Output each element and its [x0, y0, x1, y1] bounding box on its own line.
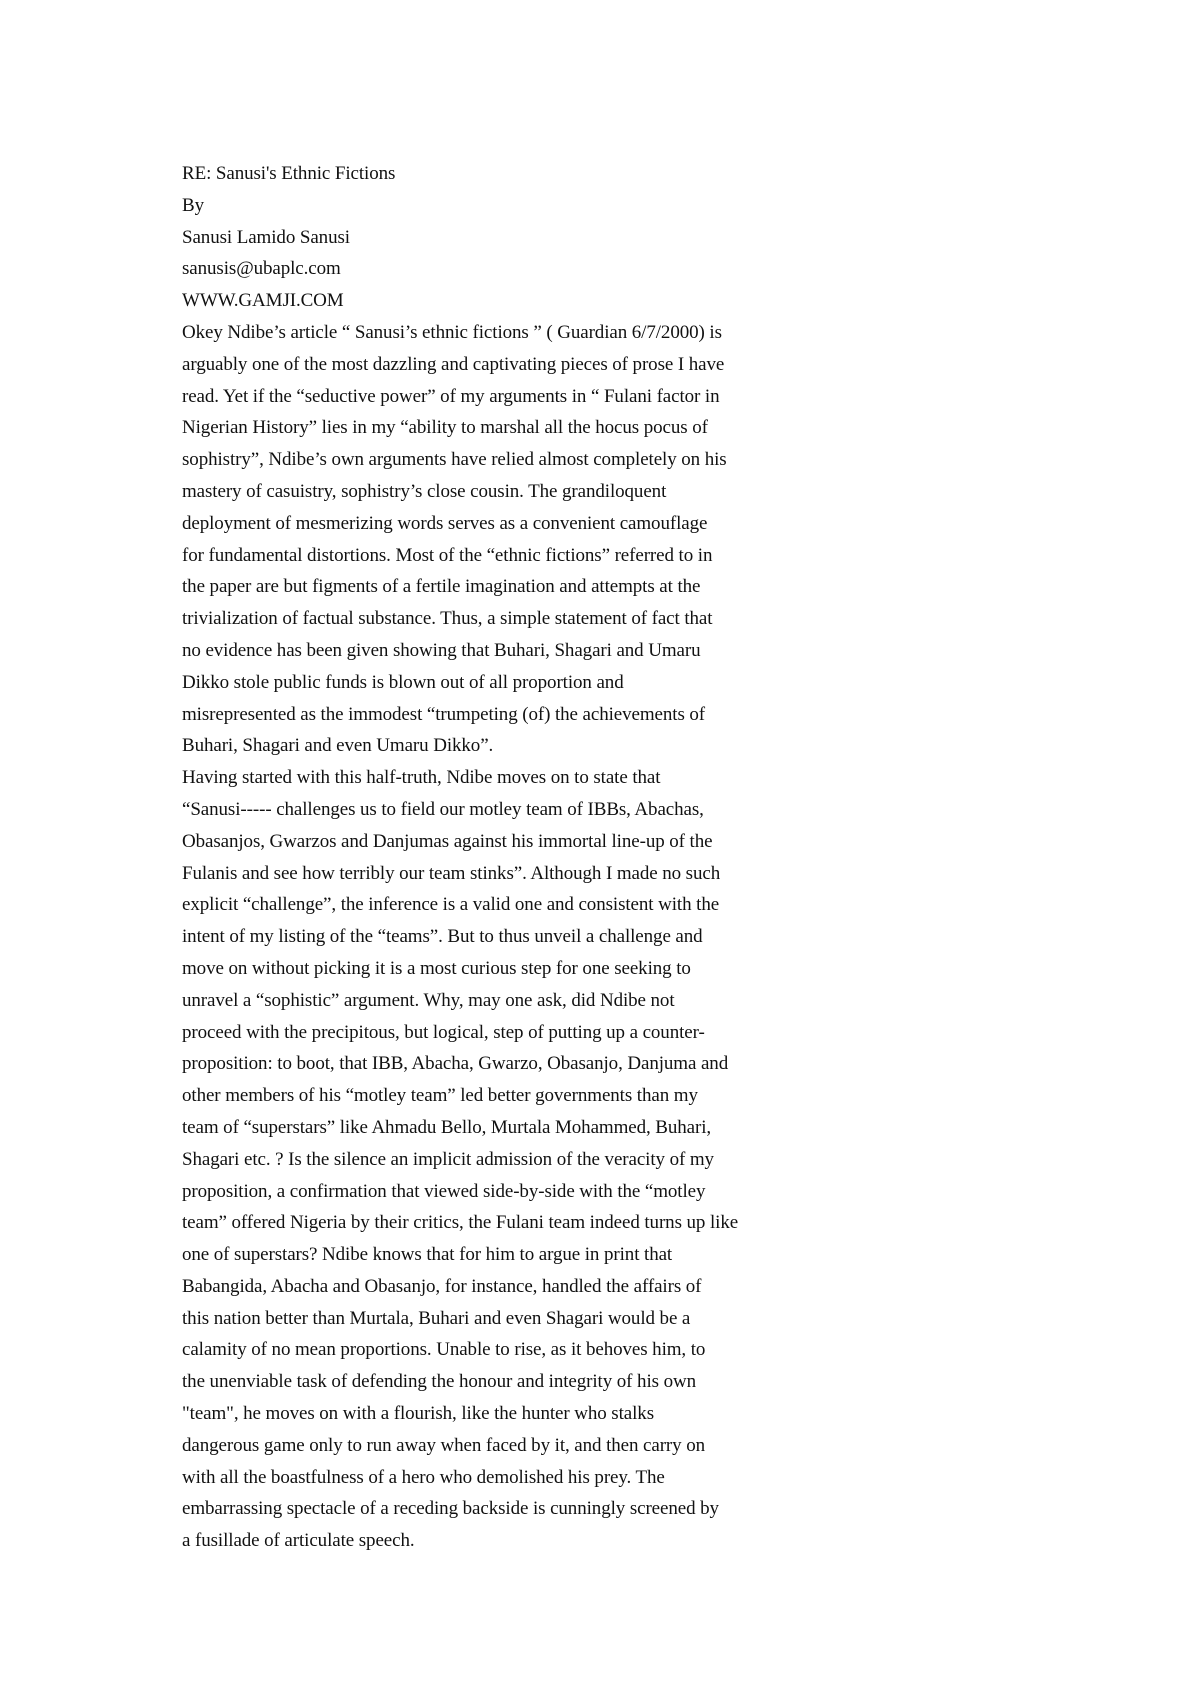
body-line: Fulanis and see how terribly our team stinks”. Although I made no such [182, 862, 721, 884]
body-line: the paper are but figments of a fertile imagination and attempts at the [182, 576, 701, 598]
body-line: with all the boastfulness of a hero who demolished his prey. The [182, 1466, 665, 1488]
document-content [182, 158, 1042, 1557]
body-line: Okey Ndibe’s article “ Sanusi’s ethnic fictions ” ( Guardian 6/7/2000) is [182, 321, 722, 343]
byline-label: By [182, 194, 204, 216]
body-line: proceed with the precipitous, but logical, step of putting up a counter- [182, 1021, 705, 1043]
body-line: mastery of casuistry, sophistry’s close cousin. The grandiloquent [182, 480, 667, 502]
body-line: Shagari etc. ? Is the silence an implicit admission of the veracity of my [182, 1148, 714, 1170]
body-line: Babangida, Abacha and Obasanjo, for instance, handled the affairs of [182, 1275, 702, 1297]
body-line: proposition: to boot, that IBB, Abacha, Gwarzo, Obasanjo, Danjuma and [182, 1053, 729, 1075]
body-line: unravel a “sophistic” argument. Why, may one ask, did Ndibe not [182, 989, 675, 1011]
body-line: proposition, a confirmation that viewed side-by-side with the “motley [182, 1180, 706, 1202]
body-line: other members of his “motley team” led better governments than my [182, 1085, 698, 1107]
body-line: arguably one of the most dazzling and captivating pieces of prose I have [182, 353, 725, 375]
body-line: read. Yet if the “seductive power” of my arguments in “ Fulani factor in [182, 385, 720, 407]
body-line: intent of my listing of the “teams”. But to thus unveil a challenge and [182, 926, 703, 948]
body-line: Having started with this half-truth, Ndibe moves on to state that [182, 767, 661, 789]
body-line: embarrassing spectacle of a receding backside is cunningly screened by [182, 1498, 719, 1520]
body-line: a fusillade of articulate speech. [182, 1530, 415, 1552]
body-line: calamity of no mean proportions. Unable to rise, as it behoves him, to [182, 1339, 706, 1361]
body-line: explicit “challenge”, the inference is a valid one and consistent with the [182, 894, 720, 916]
author-email: sanusis@ubaplc.com [182, 258, 341, 280]
body-line: deployment of mesmerizing words serves as a convenient camouflage [182, 512, 708, 534]
body-line: no evidence has been given showing that Buhari, Shagari and Umaru [182, 639, 701, 661]
body-line: dangerous game only to run away when faced by it, and then carry on [182, 1434, 706, 1456]
body-line: Obasanjos, Gwarzos and Danjumas against his immortal line-up of the [182, 830, 713, 852]
source-website: WWW.GAMJI.COM [182, 290, 344, 312]
body-line: sophistry”, Ndibe’s own arguments have relied almost completely on his [182, 449, 727, 471]
body-line: Dikko stole public funds is blown out of all proportion and [182, 671, 624, 693]
body-line: "team", he moves on with a flourish, like the hunter who stalks [182, 1403, 654, 1425]
body-line: this nation better than Murtala, Buhari and even Shagari would be a [182, 1307, 691, 1329]
body-line: for fundamental distortions. Most of the “ethnic fictions” referred to in [182, 544, 713, 566]
author-name: Sanusi Lamido Sanusi [182, 226, 350, 248]
document-header [182, 158, 1042, 317]
body-line: “Sanusi----- challenges us to field our motley team of IBBs, Abachas, [182, 798, 704, 820]
body-line: the unenviable task of defending the honour and integrity of his own [182, 1371, 696, 1393]
body-line: Buhari, Shagari and even Umaru Dikko”. [182, 735, 494, 757]
body-line: team” offered Nigeria by their critics, the Fulani team indeed turns up like [182, 1212, 739, 1234]
body-line: misrepresented as the immodest “trumpeting (of) the achievements of [182, 703, 706, 725]
body-line: trivialization of factual substance. Thus, a simple statement of fact that [182, 608, 713, 630]
body-line: move on without picking it is a most curious step for one seeking to [182, 957, 691, 979]
body-line: Nigerian History” lies in my “ability to marshal all the hocus pocus of [182, 417, 708, 439]
body-line: one of superstars? Ndibe knows that for him to argue in print that [182, 1244, 673, 1266]
article-title: RE: Sanusi's Ethnic Fictions [182, 163, 396, 184]
article-body [182, 317, 1042, 1557]
body-line: team of “superstars” like Ahmadu Bello, Murtala Mohammed, Buhari, [182, 1116, 712, 1138]
